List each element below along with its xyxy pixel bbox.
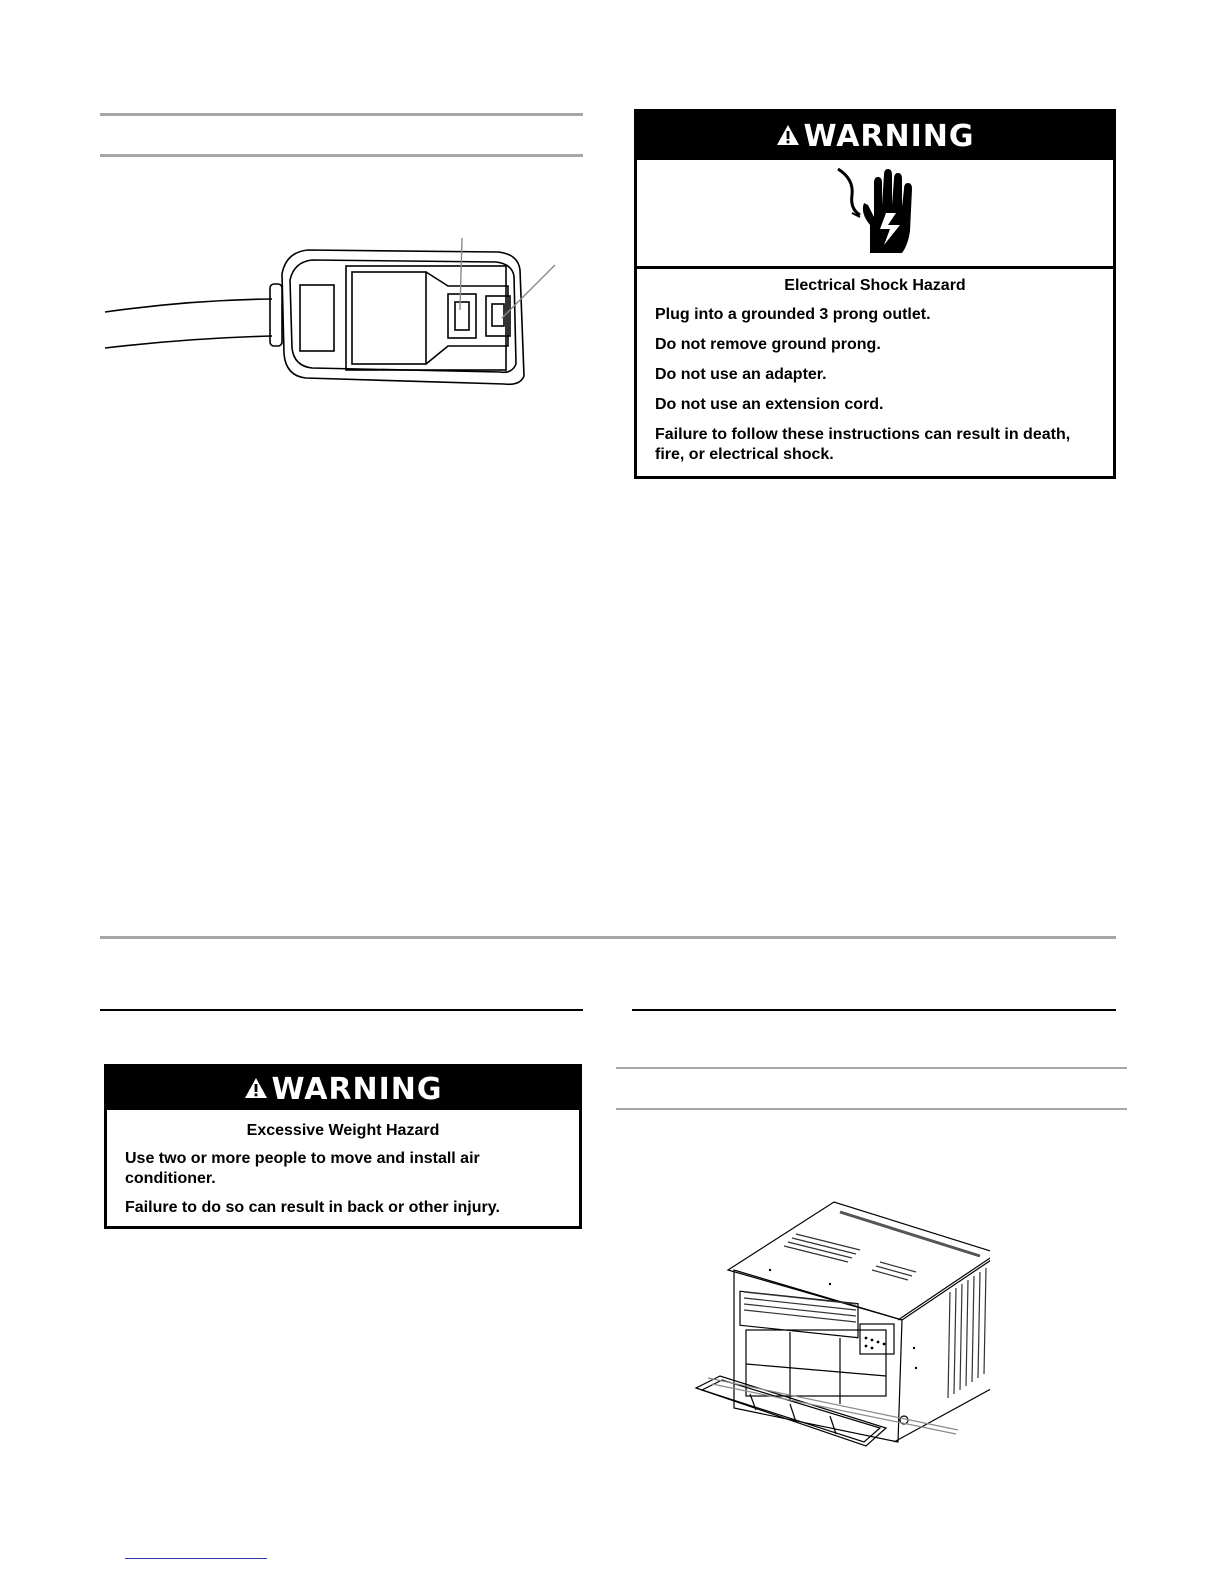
subsection-rule-1 bbox=[616, 1067, 1127, 1069]
warning-line: Use two or more people to move and install air conditioner. bbox=[125, 1150, 480, 1187]
warning-line: Failure to follow these instructions can result in death, fire, or electrical shock. bbox=[655, 426, 1071, 463]
section-rule-left bbox=[100, 1009, 583, 1011]
plug-illustration bbox=[100, 230, 570, 390]
section-rule-right bbox=[632, 1009, 1116, 1011]
air-conditioner-figure bbox=[690, 1198, 990, 1453]
hazard-title: Excessive Weight Hazard bbox=[246, 1122, 440, 1139]
hazard-title: Electrical Shock Hazard bbox=[784, 277, 966, 294]
electrical-shock-warning bbox=[634, 109, 1116, 479]
warning-header bbox=[107, 1067, 579, 1110]
section-rule-top-2 bbox=[100, 154, 583, 157]
footer-link-underline[interactable] bbox=[125, 1558, 267, 1559]
warning-line: Plug into a grounded 3 prong outlet. bbox=[655, 306, 931, 323]
warning-line: Failure to do so can result in back or other injury. bbox=[125, 1199, 500, 1216]
warning-header-text: WARNING bbox=[803, 119, 975, 154]
electrical-shock-hand-icon bbox=[830, 165, 920, 262]
full-width-divider bbox=[100, 936, 1116, 939]
warning-header-text: WARNING bbox=[271, 1072, 443, 1107]
warning-triangle-icon bbox=[775, 113, 801, 163]
section-rule-top-1 bbox=[100, 113, 583, 116]
warning-triangle-icon bbox=[243, 1068, 269, 1113]
warning-line: Do not remove ground prong. bbox=[655, 336, 881, 353]
warning-line: Do not use an adapter. bbox=[655, 366, 827, 383]
warning-line: Do not use an extension cord. bbox=[655, 396, 884, 413]
excessive-weight-warning bbox=[104, 1064, 582, 1229]
power-cord-plug-figure bbox=[100, 230, 570, 390]
subsection-rule-2 bbox=[616, 1108, 1127, 1110]
hazard-icon-area bbox=[637, 160, 1113, 269]
warning-header bbox=[637, 112, 1113, 160]
air-conditioner-illustration bbox=[690, 1198, 990, 1453]
